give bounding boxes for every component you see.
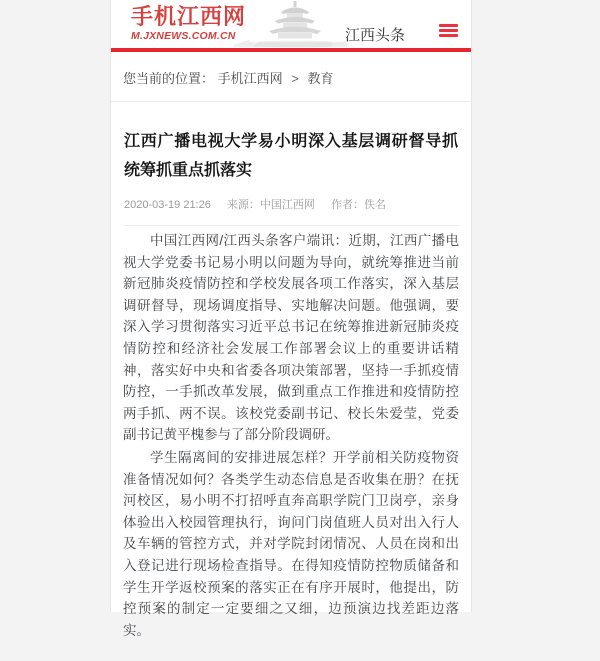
section-link-jiangxi-toutiao[interactable]: 江西头条 <box>344 27 405 44</box>
site-logo[interactable] <box>131 5 246 42</box>
site-logo-domain: M.JXNEWS.COM.CN <box>131 30 236 42</box>
breadcrumb-category-link[interactable]: 教育 <box>307 71 334 86</box>
breadcrumb-site-link[interactable]: 手机江西网 <box>217 71 283 86</box>
meta-divider <box>123 225 459 226</box>
article-author <box>331 199 386 211</box>
article-author-label: 作者： <box>330 199 364 211</box>
article-source-value: 中国江西网 <box>259 199 315 211</box>
article-source <box>227 199 315 211</box>
content-column <box>110 0 472 638</box>
article-source-label: 来源： <box>226 199 260 211</box>
site-header <box>111 0 471 48</box>
menu-bar <box>439 34 458 37</box>
article-title: 江西广播电视大学易小明深入基层调研督导抓统筹抓重点抓落实 <box>124 133 458 179</box>
article-date: 2020-03-19 21:26 <box>124 199 211 211</box>
hamburger-menu-icon[interactable] <box>439 24 458 37</box>
article-author-value: 佚名 <box>363 199 386 211</box>
breadcrumb <box>111 52 471 102</box>
breadcrumb-prefix: 您当前的位置： <box>123 71 215 86</box>
article-body <box>123 230 459 641</box>
site-logo-title: 手机江西网 <box>131 4 247 29</box>
article-paragraph: 中国江西网/江西头条客户端讯：近期，江西广播电视大学党委书记易小明以问题为导向，就统筹推进当前新冠肺炎疫情防控和学校发展各项工作落实，深入基层调研督导，现场调度指导、实地解决问题。他强调，要深入学习贯彻落实习近平总书记在统筹推进新冠肺炎疫情防控和经济社会发展工作部署会议上的重要讲话精神，落实好中央和省委各项决策部署，坚持一手抓疫情防控，一手抓改革发展，做到重点工作推进和疫情防控两手抓、两不误。该校党委副书记、校长朱爱莹，党委副书记黄平槐参与了部分阶段调研。 <box>123 233 459 443</box>
article-paragraph: 学生隔离间的安排进展怎样？开学前相关防疫物资准备情况如何？各类学生动态信息是否收集在册？在抚河校区，易小明不打招呼直奔高职学院门卫岗亭，亲身体验出入校园管理执行，询问门岗值班人员对出入行人及车辆的管控方式，并对学院封闭情况、人员在岗和出入登记进行现场检查指导。在得知疫情防控物质储备和学生开学返校预案的落实正在有序开展时，他提出，防控预案的制定一定要细之又细，边预演边找差距边落实。 <box>123 449 459 638</box>
breadcrumb-separator: > <box>291 71 299 86</box>
article <box>111 127 471 661</box>
article-meta <box>124 196 458 212</box>
pagoda-illustration-icon <box>233 1 349 48</box>
menu-bar <box>439 24 458 27</box>
menu-bar <box>439 29 458 32</box>
